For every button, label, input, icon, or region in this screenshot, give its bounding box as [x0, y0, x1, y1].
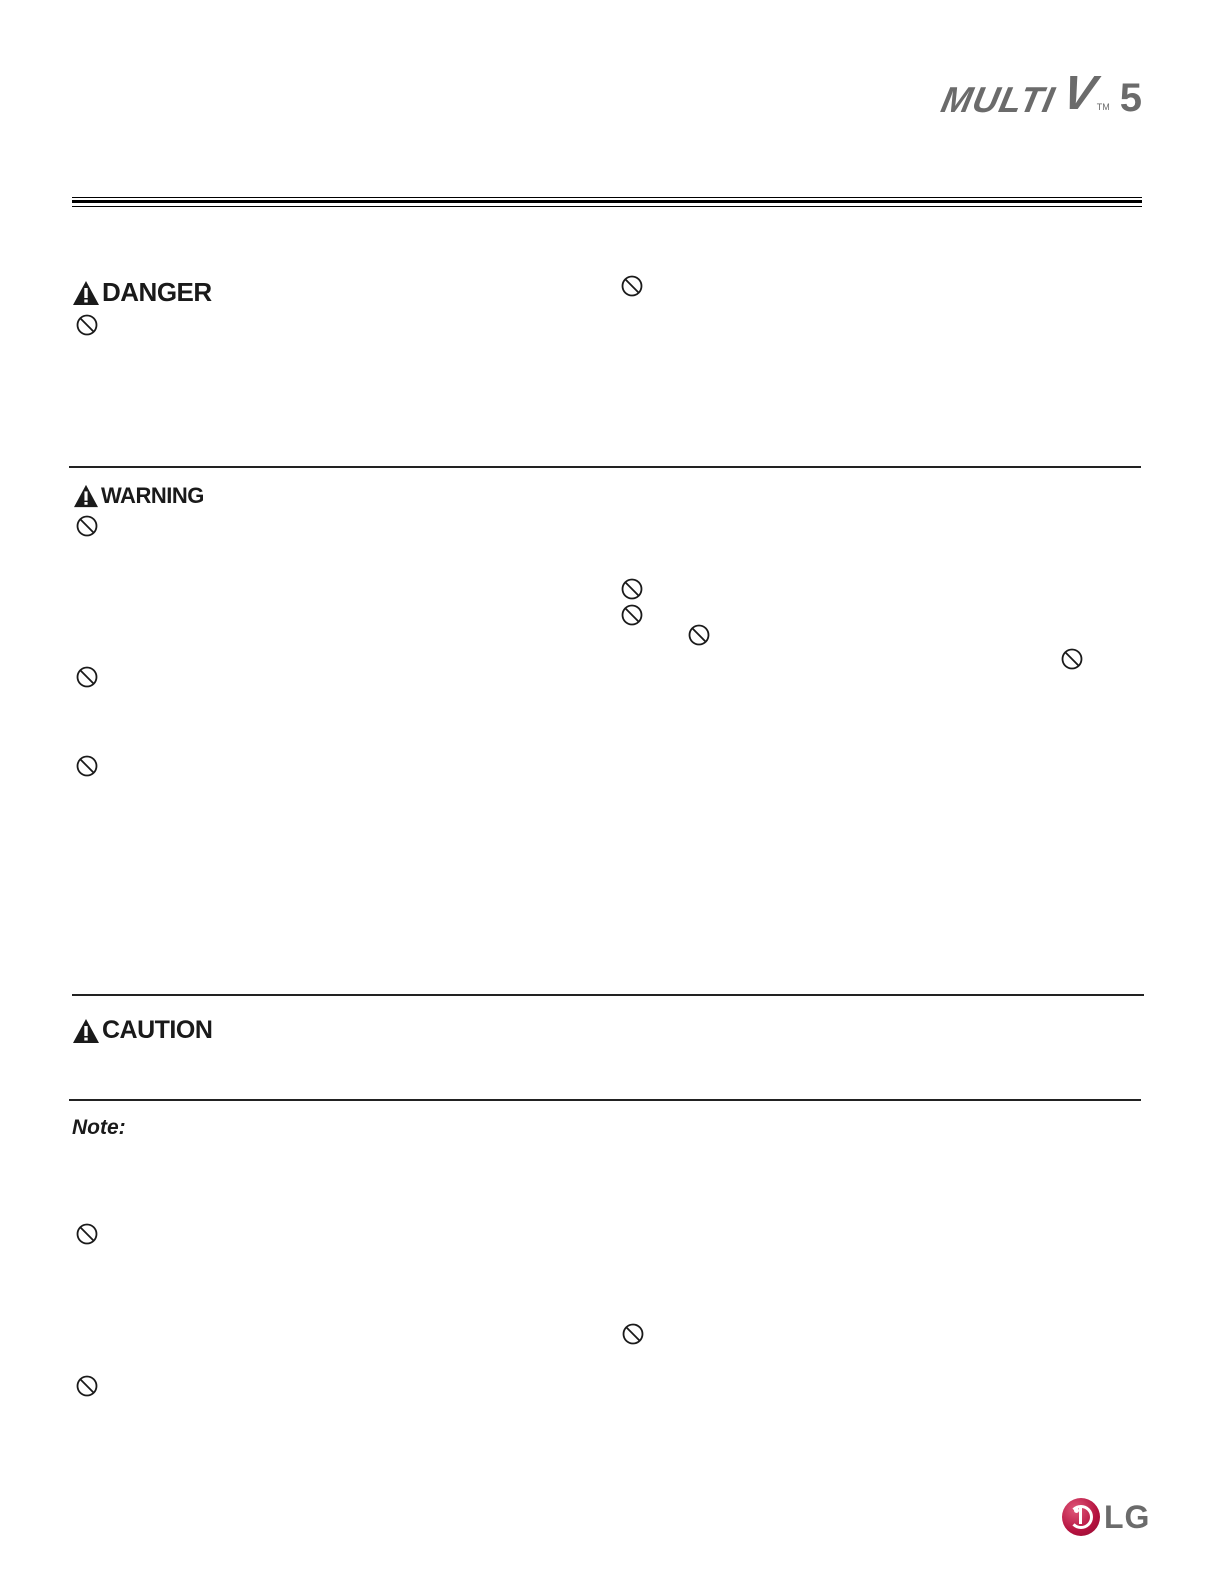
warning-triangle-icon [72, 1018, 100, 1044]
caution-heading [72, 1016, 212, 1045]
lg-face-icon [1062, 1498, 1100, 1536]
note-label: Note: [72, 1116, 126, 1139]
lg-logo-text: LG [1104, 1498, 1151, 1535]
prohibited-circle-icon [76, 755, 98, 777]
danger-label: DANGER [102, 277, 212, 307]
section-divider [69, 1099, 1141, 1101]
section-divider [69, 466, 1141, 468]
warning-triangle-icon [72, 280, 100, 306]
warning-triangle-icon [73, 484, 99, 508]
prohibited-circle-icon [621, 578, 643, 600]
prohibited-circle-icon [621, 275, 643, 297]
prohibited-circle-icon [76, 666, 98, 688]
prohibited-circle-icon [688, 624, 710, 646]
caution-label: CAUTION [102, 1016, 213, 1044]
brand-v-text: V [1058, 67, 1100, 120]
warning-label: WARNING [101, 483, 204, 508]
prohibited-circle-icon [1061, 648, 1083, 670]
header-rule-top [72, 197, 1142, 198]
prohibited-circle-icon [76, 1375, 98, 1397]
prohibited-circle-icon [76, 515, 98, 537]
section-divider [72, 994, 1144, 996]
brand-multi-text: MULTI [938, 79, 1060, 120]
prohibited-circle-icon [76, 314, 98, 336]
header-rule-middle [72, 200, 1142, 203]
multi-v5-logo [938, 67, 1142, 120]
prohibited-circle-icon [76, 1223, 98, 1245]
prohibited-circle-icon [622, 1323, 644, 1345]
lg-logo [1062, 1498, 1150, 1536]
danger-heading [72, 277, 212, 308]
brand-number: 5 [1119, 76, 1142, 120]
warning-heading [73, 483, 204, 509]
brand-trademark: TM [1096, 102, 1110, 112]
header-rule-bottom [72, 206, 1142, 207]
prohibited-circle-icon [621, 604, 643, 626]
